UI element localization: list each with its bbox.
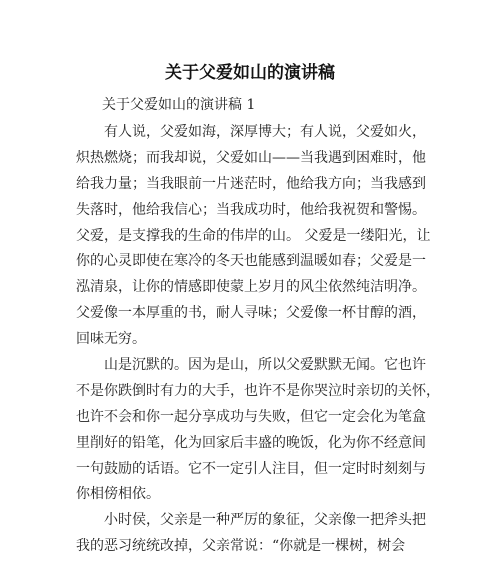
body-line: 不是你跌倒时有力的大手，也许不是你哭泣时亲切的关怀， [76,382,440,399]
body-line: 你的心灵即使在寒冷的冬天也能感到温暖如春；父爱是一 [76,253,426,270]
body-line: 父爱像一本厚重的书，耐人寻味；父爱像一杯甘醇的酒， [76,305,426,322]
body-line: 给我力量；当我眼前一片迷茫时，他给我方向；当我感到 [76,175,426,192]
document-title: 关于父爱如山的演讲稿 [165,63,335,83]
body-line: 小时侯，父亲是一种严厉的象征，父亲像一把斧头把 [104,512,426,529]
document-body [76,120,440,560]
body-line: 父爱，是支撑我的生命的伟岸的山。 父爱是一缕阳光，让 [76,227,431,244]
body-line: 炽热燃烧；而我却说，父爱如山——当我遇到困难时，他 [76,149,426,166]
body-line: 我的恶习统统改掉，父亲常说：“你就是一棵树，树会 [76,538,406,555]
body-line: 回味无穷。 [76,331,146,348]
body-line: 你相傍相依。 [76,486,160,503]
body-line: 里削好的铅笔，化为回家后丰盛的晚饭，化为你不经意间 [76,434,426,451]
document-subtitle: 关于父爱如山的演讲稿 1 [102,97,256,113]
body-line: 山是沉默的。因为是山，所以父爱默默无闻。它也许 [104,357,426,374]
body-line: 失落时，他给我信心；当我成功时，他给我祝贺和警惕。 [76,201,426,218]
body-line: 一句鼓励的话语。它不一定引人注目，但一定时时刻刻与 [76,460,426,477]
body-line: 有人说，父爱如海，深厚博大；有人说，父爱如火， [104,124,426,140]
body-line: 也许不会和你一起分享成功与失败，但它一定会化为笔盒 [76,408,426,425]
body-line: 泓清泉，让你的情感即使蒙上岁月的风尘依然纯洁明净。 [76,279,426,296]
